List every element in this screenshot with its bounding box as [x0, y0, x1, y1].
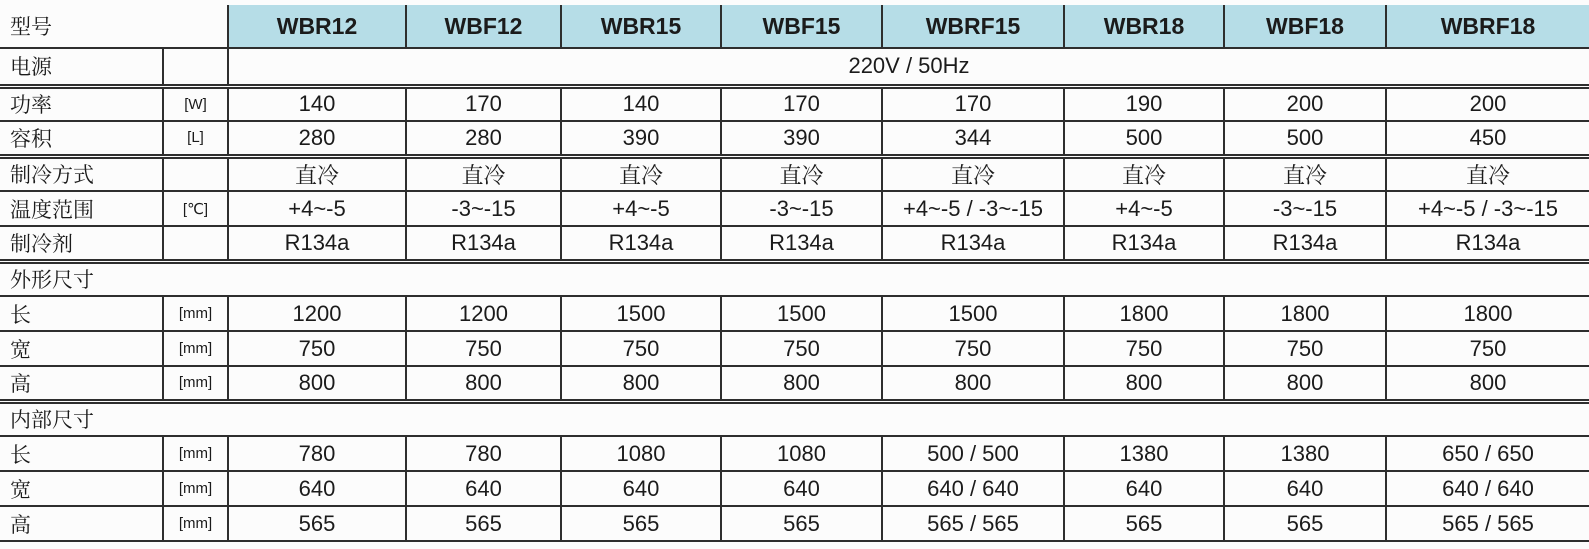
external-dimensions-height-value-WBR18: 800	[1064, 366, 1224, 401]
refrigerant-value-WBF12: R134a	[406, 226, 561, 261]
row-label-capacity: 容积	[0, 121, 163, 156]
table-row-capacity	[0, 121, 1589, 156]
refrigerant-value-WBF18: R134a	[1224, 226, 1386, 261]
external-dimensions-width-value-WBRF15: 750	[882, 331, 1064, 366]
model-header-wbrf18: WBRF18	[1386, 5, 1589, 48]
unit-external-dimensions-length: [mm]	[163, 296, 228, 331]
row-label-internal-dimensions-width: 宽	[0, 471, 163, 506]
row-label-refrigerant: 制冷剂	[0, 226, 163, 261]
internal-dimensions-width-value-WBF15: 640	[721, 471, 882, 506]
capacity-value-WBRF18: 450	[1386, 121, 1589, 156]
power-value-WBF15: 170	[721, 86, 882, 121]
internal-dimensions-height-value-WBR18: 565	[1064, 506, 1224, 541]
section-title-external-dimensions: 外形尺寸	[0, 261, 1589, 296]
external-dimensions-width-value-WBR12: 750	[228, 331, 406, 366]
model-header-wbf12: WBF12	[406, 5, 561, 48]
power-value-WBF18: 200	[1224, 86, 1386, 121]
model-header-row	[0, 5, 1589, 48]
table-row-power-supply	[0, 48, 1589, 86]
capacity-value-WBR12: 280	[228, 121, 406, 156]
internal-dimensions-width-value-WBF18: 640	[1224, 471, 1386, 506]
external-dimensions-height-value-WBRF15: 800	[882, 366, 1064, 401]
internal-dimensions-height-value-WBRF15: 565 / 565	[882, 506, 1064, 541]
internal-dimensions-length-value-WBRF18: 650 / 650	[1386, 436, 1589, 471]
external-dimensions-height-value-WBRF18: 800	[1386, 366, 1589, 401]
row-label-external-dimensions-length: 长	[0, 296, 163, 331]
model-header-wbr18: WBR18	[1064, 5, 1224, 48]
refrigerant-value-WBR12: R134a	[228, 226, 406, 261]
row-label-external-dimensions-width: 宽	[0, 331, 163, 366]
power-supply-value: 220V / 50Hz	[228, 48, 1589, 86]
temperature-range-value-WBF12: -3~-15	[406, 191, 561, 226]
row-label-power: 功率	[0, 86, 163, 121]
model-header-wbf18: WBF18	[1224, 5, 1386, 48]
temperature-range-value-WBF18: -3~-15	[1224, 191, 1386, 226]
temperature-range-value-WBRF15: +4~-5 / -3~-15	[882, 191, 1064, 226]
capacity-value-WBF12: 280	[406, 121, 561, 156]
internal-dimensions-height-value-WBR12: 565	[228, 506, 406, 541]
external-dimensions-width-value-WBR15: 750	[561, 331, 721, 366]
model-header-label: 型号	[0, 5, 228, 48]
power-value-WBF12: 170	[406, 86, 561, 121]
model-header-wbrf15: WBRF15	[882, 5, 1064, 48]
external-dimensions-length-value-WBF15: 1500	[721, 296, 882, 331]
unit-power-supply	[163, 48, 228, 86]
unit-external-dimensions-width: [mm]	[163, 331, 228, 366]
model-header-wbr12: WBR12	[228, 5, 406, 48]
external-dimensions-length-value-WBR12: 1200	[228, 296, 406, 331]
internal-dimensions-length-value-WBR12: 780	[228, 436, 406, 471]
cooling-method-value-WBRF18: 直冷	[1386, 156, 1589, 191]
unit-capacity: [L]	[163, 121, 228, 156]
external-dimensions-width-value-WBRF18: 750	[1386, 331, 1589, 366]
internal-dimensions-length-value-WBR18: 1380	[1064, 436, 1224, 471]
refrigerant-value-WBR15: R134a	[561, 226, 721, 261]
external-dimensions-length-value-WBR15: 1500	[561, 296, 721, 331]
unit-internal-dimensions-height: [mm]	[163, 506, 228, 541]
table-row-internal-dimensions-length	[0, 436, 1589, 471]
internal-dimensions-height-value-WBR15: 565	[561, 506, 721, 541]
table-row-temperature-range	[0, 191, 1589, 226]
external-dimensions-height-value-WBR15: 800	[561, 366, 721, 401]
table-row-cooling-method	[0, 156, 1589, 191]
table-row-internal-dimensions-height	[0, 506, 1589, 541]
external-dimensions-length-value-WBR18: 1800	[1064, 296, 1224, 331]
internal-dimensions-width-value-WBR18: 640	[1064, 471, 1224, 506]
cooling-method-value-WBF18: 直冷	[1224, 156, 1386, 191]
internal-dimensions-length-value-WBF15: 1080	[721, 436, 882, 471]
capacity-value-WBR15: 390	[561, 121, 721, 156]
spec-table	[0, 5, 1589, 542]
internal-dimensions-width-value-WBR12: 640	[228, 471, 406, 506]
internal-dimensions-length-value-WBRF15: 500 / 500	[882, 436, 1064, 471]
external-dimensions-length-value-WBRF15: 1500	[882, 296, 1064, 331]
capacity-value-WBF18: 500	[1224, 121, 1386, 156]
internal-dimensions-height-value-WBRF18: 565 / 565	[1386, 506, 1589, 541]
refrigerant-value-WBRF18: R134a	[1386, 226, 1589, 261]
external-dimensions-width-value-WBR18: 750	[1064, 331, 1224, 366]
power-value-WBRF15: 170	[882, 86, 1064, 121]
external-dimensions-length-value-WBF18: 1800	[1224, 296, 1386, 331]
temperature-range-value-WBF15: -3~-15	[721, 191, 882, 226]
cooling-method-value-WBF15: 直冷	[721, 156, 882, 191]
internal-dimensions-width-value-WBRF15: 640 / 640	[882, 471, 1064, 506]
model-header-wbf15: WBF15	[721, 5, 882, 48]
cooling-method-value-WBF12: 直冷	[406, 156, 561, 191]
external-dimensions-height-value-WBF12: 800	[406, 366, 561, 401]
temperature-range-value-WBR15: +4~-5	[561, 191, 721, 226]
refrigerant-value-WBF15: R134a	[721, 226, 882, 261]
temperature-range-value-WBR18: +4~-5	[1064, 191, 1224, 226]
external-dimensions-height-value-WBF18: 800	[1224, 366, 1386, 401]
cooling-method-value-WBR18: 直冷	[1064, 156, 1224, 191]
power-value-WBR18: 190	[1064, 86, 1224, 121]
refrigerant-value-WBRF15: R134a	[882, 226, 1064, 261]
power-value-WBR12: 140	[228, 86, 406, 121]
unit-temperature-range: [℃]	[163, 191, 228, 226]
unit-internal-dimensions-width: [mm]	[163, 471, 228, 506]
external-dimensions-length-value-WBRF18: 1800	[1386, 296, 1589, 331]
internal-dimensions-length-value-WBF12: 780	[406, 436, 561, 471]
capacity-value-WBF15: 390	[721, 121, 882, 156]
unit-internal-dimensions-length: [mm]	[163, 436, 228, 471]
external-dimensions-width-value-WBF18: 750	[1224, 331, 1386, 366]
unit-cooling-method	[163, 156, 228, 191]
power-value-WBR15: 140	[561, 86, 721, 121]
external-dimensions-width-value-WBF15: 750	[721, 331, 882, 366]
row-label-power-supply: 电源	[0, 48, 163, 86]
external-dimensions-height-value-WBR12: 800	[228, 366, 406, 401]
external-dimensions-height-value-WBF15: 800	[721, 366, 882, 401]
row-label-internal-dimensions-height: 高	[0, 506, 163, 541]
internal-dimensions-length-value-WBR15: 1080	[561, 436, 721, 471]
unit-external-dimensions-height: [mm]	[163, 366, 228, 401]
power-value-WBRF18: 200	[1386, 86, 1589, 121]
internal-dimensions-width-value-WBRF18: 640 / 640	[1386, 471, 1589, 506]
section-title-internal-dimensions: 内部尺寸	[0, 401, 1589, 436]
row-label-temperature-range: 温度范围	[0, 191, 163, 226]
unit-refrigerant	[163, 226, 228, 261]
section-row-internal-dimensions	[0, 401, 1589, 436]
table-row-external-dimensions-length	[0, 296, 1589, 331]
internal-dimensions-length-value-WBF18: 1380	[1224, 436, 1386, 471]
table-row-power	[0, 86, 1589, 121]
row-label-internal-dimensions-length: 长	[0, 436, 163, 471]
temperature-range-value-WBR12: +4~-5	[228, 191, 406, 226]
external-dimensions-width-value-WBF12: 750	[406, 331, 561, 366]
row-label-cooling-method: 制冷方式	[0, 156, 163, 191]
table-row-external-dimensions-height	[0, 366, 1589, 401]
table-row-external-dimensions-width	[0, 331, 1589, 366]
capacity-value-WBRF15: 344	[882, 121, 1064, 156]
capacity-value-WBR18: 500	[1064, 121, 1224, 156]
table-row-refrigerant	[0, 226, 1589, 261]
external-dimensions-length-value-WBF12: 1200	[406, 296, 561, 331]
cooling-method-value-WBRF15: 直冷	[882, 156, 1064, 191]
refrigerant-value-WBR18: R134a	[1064, 226, 1224, 261]
cooling-method-value-WBR15: 直冷	[561, 156, 721, 191]
unit-power: [W]	[163, 86, 228, 121]
row-label-external-dimensions-height: 高	[0, 366, 163, 401]
temperature-range-value-WBRF18: +4~-5 / -3~-15	[1386, 191, 1589, 226]
internal-dimensions-width-value-WBR15: 640	[561, 471, 721, 506]
internal-dimensions-height-value-WBF18: 565	[1224, 506, 1386, 541]
model-header-wbr15: WBR15	[561, 5, 721, 48]
table-row-internal-dimensions-width	[0, 471, 1589, 506]
spec-table-body	[0, 5, 1589, 541]
internal-dimensions-width-value-WBF12: 640	[406, 471, 561, 506]
internal-dimensions-height-value-WBF12: 565	[406, 506, 561, 541]
section-row-external-dimensions	[0, 261, 1589, 296]
internal-dimensions-height-value-WBF15: 565	[721, 506, 882, 541]
cooling-method-value-WBR12: 直冷	[228, 156, 406, 191]
